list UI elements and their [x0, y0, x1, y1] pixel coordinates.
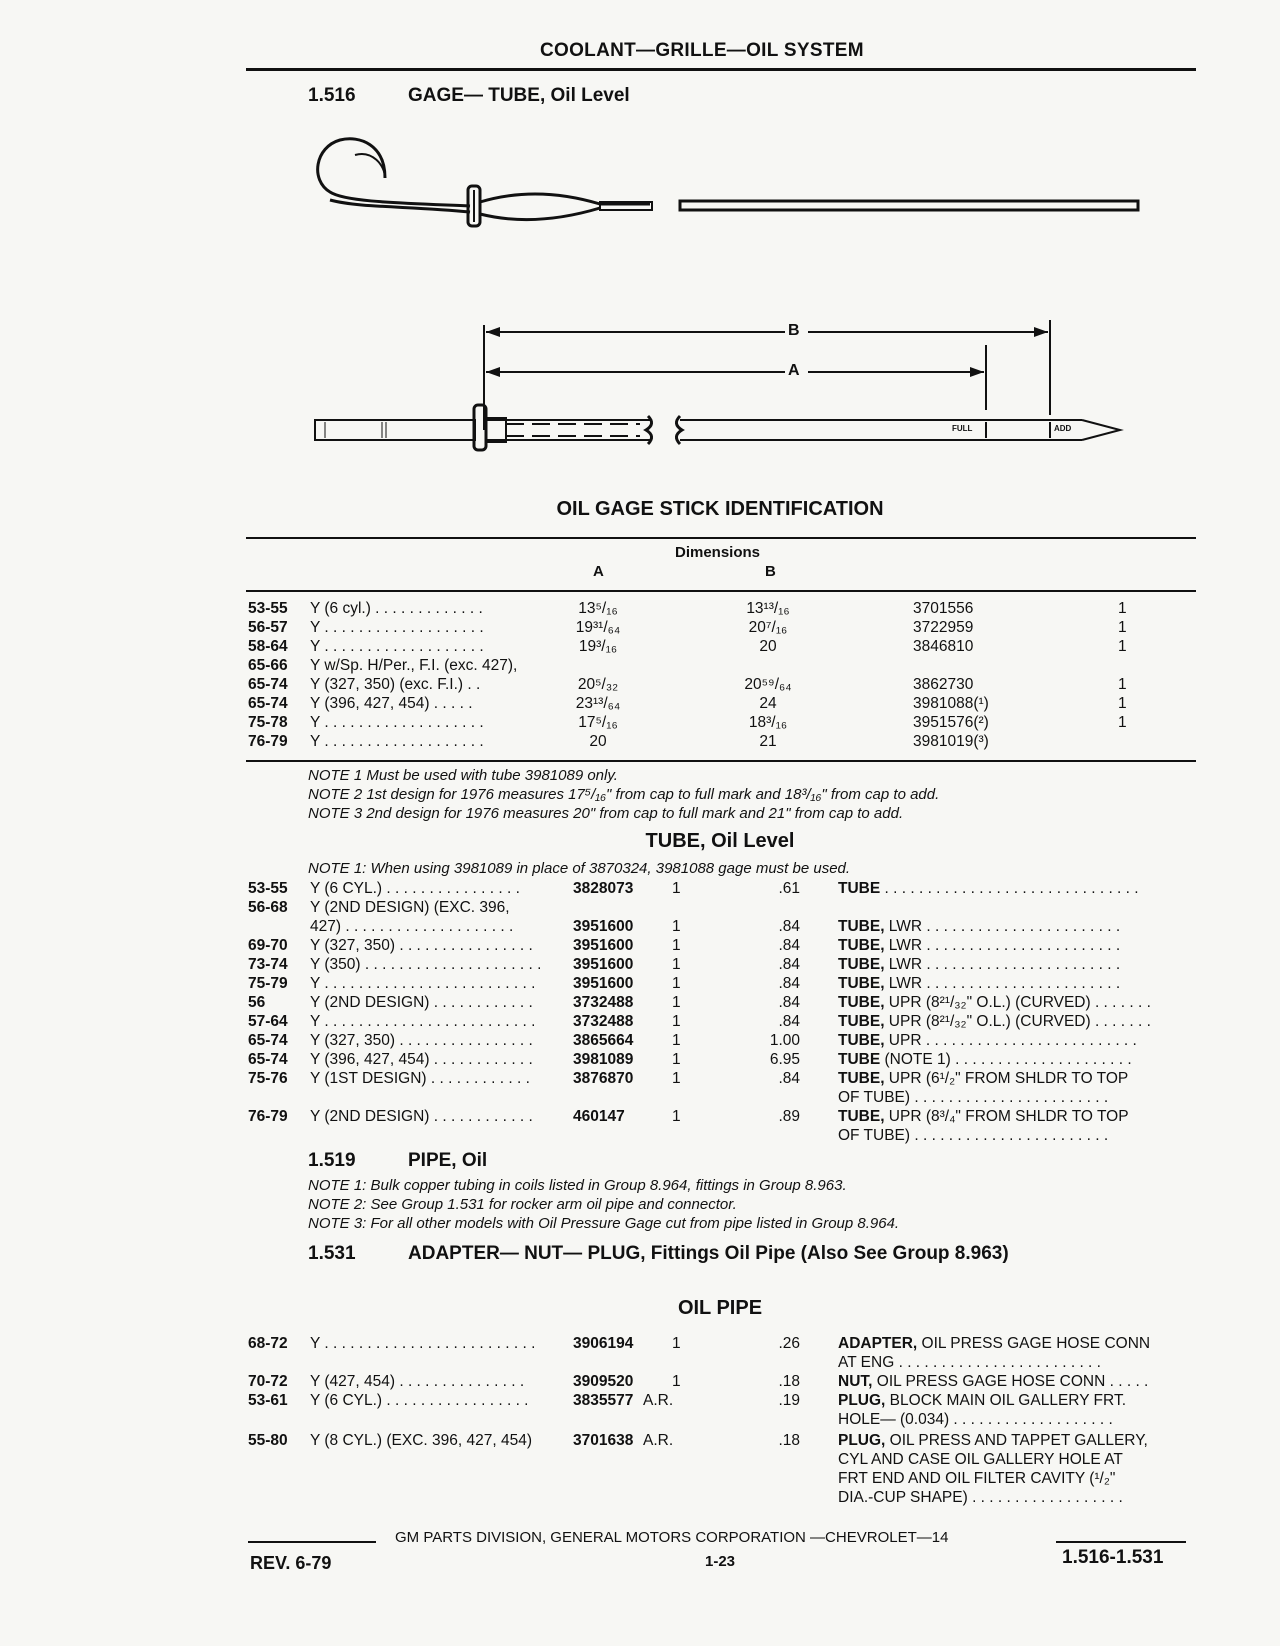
gage-table-title: OIL GAGE STICK IDENTIFICATION	[556, 498, 884, 520]
dimension-b-value: 18³/₁₆	[748, 714, 788, 731]
part-description	[838, 956, 1120, 974]
row-years: 75-76	[248, 1070, 288, 1087]
quantity: 1	[672, 1070, 681, 1087]
list-price: .84	[778, 937, 800, 954]
part-detail: OIL PRESS AND TAPPET GALLERY,	[885, 1432, 1148, 1449]
pipe-section-number: 1.519	[308, 1150, 356, 1171]
quantity: 1	[672, 956, 681, 973]
quantity: 1	[1118, 714, 1127, 731]
row-description: Y . . . . . . . . . . . . . . . . . . .	[310, 619, 484, 636]
part-name: TUBE	[838, 880, 881, 897]
quantity: A.R.	[643, 1392, 674, 1409]
adapter-section-number: 1.531	[308, 1243, 356, 1264]
list-price: .19	[778, 1392, 800, 1409]
quantity: 1	[672, 1373, 681, 1390]
dimension-a-value: 20	[589, 733, 607, 750]
part-name: PLUG,	[838, 1392, 886, 1409]
part-number: 3906194	[573, 1335, 634, 1352]
revision-label: REV. 6-79	[250, 1553, 332, 1573]
row-description: Y . . . . . . . . . . . . . . . . . . . . . . . . .	[310, 1335, 536, 1352]
part-detail: OIL PRESS GAGE HOSE CONN . . . . .	[872, 1373, 1149, 1390]
part-detail: . . . . . . . . . . . . . . . . . . . . . . . . . . . . . .	[880, 880, 1139, 897]
dimension-a-value: 23¹³/₆₄	[575, 695, 621, 712]
gage-table-header-rule	[246, 590, 1196, 592]
gage-table-bottom-rule	[246, 760, 1196, 762]
row-years: 68-72	[248, 1335, 288, 1352]
quantity: 1	[1118, 619, 1127, 636]
row-description: Y (6 CYL.) . . . . . . . . . . . . . . . . .	[310, 1392, 529, 1409]
part-number: 3846810	[913, 638, 974, 655]
row-description: Y (8 CYL.) (EXC. 396, 427, 454)	[310, 1432, 532, 1449]
part-number: 3701556	[913, 600, 974, 617]
add-mark-label: ADD	[1054, 424, 1072, 433]
pipe-note-1: NOTE 1: Bulk copper tubing in coils listed in Group 8.964, fittings in Group 8.963.	[308, 1177, 847, 1194]
row-description: Y (6 CYL.) . . . . . . . . . . . . . . . .	[310, 880, 520, 897]
part-detail: HOLE— (0.034) . . . . . . . . . . . . . . . . . . .	[838, 1411, 1113, 1428]
part-name: TUBE,	[838, 1108, 885, 1125]
part-description	[838, 1051, 1132, 1069]
col-b-header: B	[765, 563, 776, 580]
part-detail: CYL AND CASE OIL GALLERY HOLE AT	[838, 1451, 1123, 1468]
row-description: 427) . . . . . . . . . . . . . . . . . . . .	[310, 918, 514, 935]
row-description: Y . . . . . . . . . . . . . . . . . . .	[310, 638, 484, 655]
part-name: TUBE,	[838, 1013, 885, 1030]
part-detail: OIL PRESS GAGE HOSE CONN	[917, 1335, 1151, 1352]
part-number: 3862730	[913, 676, 974, 693]
row-description: Y . . . . . . . . . . . . . . . . . . . . . . . . .	[310, 1013, 536, 1030]
part-description	[838, 937, 1120, 955]
quantity: 1	[1118, 600, 1127, 617]
part-description	[838, 1013, 1151, 1031]
part-number: 3981088(¹)	[913, 695, 989, 712]
dimension-b-label: B	[788, 322, 800, 339]
gage-note-2: NOTE 2 1st design for 1976 measures 17⁵/₁₆" from cap to full mark and 18³/₁₆" from cap to add.	[308, 786, 940, 803]
part-number: 3951576(²)	[913, 714, 989, 731]
part-detail: BLOCK MAIN OIL GALLERY FRT.	[885, 1392, 1126, 1409]
tube-table-title: TUBE, Oil Level	[645, 830, 795, 852]
page-number: 1-23	[705, 1553, 736, 1570]
row-years: 53-55	[248, 880, 288, 897]
part-number: 3828073	[573, 880, 634, 897]
part-name: PLUG,	[838, 1432, 886, 1449]
part-name: TUBE,	[838, 956, 885, 973]
quantity: 1	[1118, 638, 1127, 655]
quantity: 1	[672, 975, 681, 992]
part-detail: UPR (8³/₄" FROM SHLDR TO TOP	[884, 1108, 1129, 1125]
pipe-note-2: NOTE 2: See Group 1.531 for rocker arm oil pipe and connector.	[308, 1196, 737, 1213]
row-description: Y (427, 454) . . . . . . . . . . . . . . .	[310, 1373, 525, 1390]
row-years: 75-78	[248, 714, 288, 731]
quantity: 1	[672, 880, 681, 897]
part-number: 3732488	[573, 1013, 634, 1030]
row-years: 73-74	[248, 956, 288, 973]
list-price: .84	[778, 1013, 800, 1030]
list-price: .84	[778, 956, 800, 973]
dimension-b-value: 13¹³/₁₆	[746, 600, 790, 617]
part-description	[838, 1470, 1115, 1488]
dimension-a-label: A	[788, 362, 800, 379]
part-name: ADAPTER,	[838, 1335, 918, 1352]
row-description: Y (6 cyl.) . . . . . . . . . . . . .	[310, 600, 483, 617]
row-years: 65-74	[248, 1051, 288, 1068]
part-number: 3981089	[573, 1051, 634, 1068]
page-header-title: COOLANT—GRILLE—OIL SYSTEM	[540, 40, 864, 61]
part-number: 3722959	[913, 619, 974, 636]
dimension-b-value: 20⁵⁹/₆₄	[744, 676, 792, 693]
part-name: TUBE,	[838, 918, 885, 935]
footer-rule-right	[1056, 1541, 1186, 1543]
part-detail: OF TUBE) . . . . . . . . . . . . . . . . . . . . . . .	[838, 1089, 1109, 1106]
part-detail: DIA.-CUP SHAPE) . . . . . . . . . . . . . . . . . .	[838, 1489, 1123, 1506]
row-description: Y (327, 350) . . . . . . . . . . . . . . . .	[310, 937, 533, 954]
part-description	[838, 1432, 1148, 1450]
quantity: 1	[672, 1108, 681, 1125]
gage-table-top-rule	[246, 537, 1196, 539]
part-description	[838, 994, 1151, 1012]
header-rule	[246, 68, 1196, 71]
row-description: Y (2ND DESIGN) . . . . . . . . . . . .	[310, 1108, 533, 1125]
part-detail: UPR (6¹/₂" FROM SHLDR TO TOP	[884, 1070, 1129, 1087]
row-description: Y (350) . . . . . . . . . . . . . . . . . . . . .	[310, 956, 542, 973]
part-description	[838, 1032, 1137, 1050]
footer-publisher: GM PARTS DIVISION, GENERAL MOTORS CORPORATION —CHEVROLET—14	[395, 1529, 949, 1546]
dipstick-diagram	[0, 120, 1280, 460]
part-name: TUBE,	[838, 975, 885, 992]
part-number: 3835577	[573, 1392, 634, 1409]
part-description	[838, 1451, 1123, 1469]
list-price: .84	[778, 975, 800, 992]
row-years: 65-66	[248, 657, 288, 674]
part-description	[838, 1354, 1101, 1372]
dimension-a-value: 20⁵/₃₂	[577, 676, 619, 693]
list-price: 1.00	[769, 1032, 800, 1049]
dimension-b-value: 24	[759, 695, 777, 712]
part-detail: FRT END AND OIL FILTER CAVITY (¹/₂"	[838, 1470, 1116, 1487]
part-number: 3951600	[573, 975, 634, 992]
pipe-section-title: PIPE, Oil	[408, 1150, 488, 1171]
quantity: 1	[672, 918, 681, 935]
list-price: .84	[778, 994, 800, 1011]
row-description: Y . . . . . . . . . . . . . . . . . . .	[310, 733, 484, 750]
quantity: 1	[1118, 695, 1127, 712]
list-price: .84	[778, 1070, 800, 1087]
row-description: Y (396, 427, 454) . . . . . . . . . . . .	[310, 1051, 533, 1068]
row-years: 76-79	[248, 733, 288, 750]
row-years: 53-61	[248, 1392, 288, 1409]
part-detail: AT ENG . . . . . . . . . . . . . . . . . . . . . . . .	[838, 1354, 1101, 1371]
dimension-a-value: 19³¹/₆₄	[575, 619, 621, 636]
dimension-a-value: 19³/₁₆	[578, 638, 618, 655]
row-years: 58-64	[248, 638, 288, 655]
part-name: TUBE,	[838, 937, 885, 954]
part-number: 3951600	[573, 918, 634, 935]
quantity: 1	[672, 994, 681, 1011]
footer-rule-left	[248, 1541, 376, 1543]
part-description	[838, 880, 1139, 898]
dimension-b-value: 20	[759, 638, 777, 655]
quantity: 1	[1118, 676, 1127, 693]
list-price: .89	[778, 1108, 800, 1125]
part-number: 3701638	[573, 1432, 634, 1449]
part-description	[838, 1392, 1126, 1410]
row-description: Y . . . . . . . . . . . . . . . . . . . . . . . . .	[310, 975, 536, 992]
section-title: GAGE— TUBE, Oil Level	[408, 85, 630, 106]
pipe-note-3: NOTE 3: For all other models with Oil Pressure Gage cut from pipe listed in Group 8.964.	[308, 1215, 900, 1232]
part-detail: LWR . . . . . . . . . . . . . . . . . . . . . . .	[884, 937, 1121, 954]
part-name: TUBE	[838, 1051, 881, 1068]
part-detail: UPR (8²¹/₃₂" O.L.) (CURVED) . . . . . . .	[884, 994, 1151, 1011]
row-years: 56-57	[248, 619, 288, 636]
row-years: 56-68	[248, 899, 288, 916]
tube-note: NOTE 1: When using 3981089 in place of 3870324, 3981088 gage must be used.	[308, 860, 851, 877]
part-detail: (NOTE 1) . . . . . . . . . . . . . . . . . . . . .	[880, 1051, 1132, 1068]
list-price: .84	[778, 918, 800, 935]
dimension-a-value: 17⁵/₁₆	[578, 714, 618, 731]
full-mark-label: FULL	[952, 424, 973, 433]
row-years: 65-74	[248, 1032, 288, 1049]
part-description	[838, 918, 1120, 936]
part-number: 460147	[573, 1108, 625, 1125]
quantity: 1	[672, 1032, 681, 1049]
part-description	[838, 1489, 1123, 1507]
part-number: 3909520	[573, 1373, 634, 1390]
part-detail: LWR . . . . . . . . . . . . . . . . . . . . . . .	[884, 975, 1121, 992]
list-price: .18	[778, 1432, 800, 1449]
row-years: 65-74	[248, 695, 288, 712]
part-name: TUBE,	[838, 1032, 885, 1049]
quantity: A.R.	[643, 1432, 674, 1449]
row-description: Y (1ST DESIGN) . . . . . . . . . . . .	[310, 1070, 530, 1087]
row-years: 76-79	[248, 1108, 288, 1125]
row-years: 57-64	[248, 1013, 288, 1030]
part-description	[838, 1411, 1113, 1429]
row-years: 65-74	[248, 676, 288, 693]
part-number: 3951600	[573, 956, 634, 973]
part-detail: OF TUBE) . . . . . . . . . . . . . . . . . . . . . . .	[838, 1127, 1109, 1144]
row-years: 69-70	[248, 937, 288, 954]
dimension-a-value: 13⁵/₁₆	[578, 600, 618, 617]
part-description	[838, 1335, 1150, 1353]
list-price: .26	[778, 1335, 800, 1352]
row-description: Y (327, 350) . . . . . . . . . . . . . . . .	[310, 1032, 533, 1049]
oil-pipe-subtitle: OIL PIPE	[677, 1297, 763, 1319]
dimension-b-value: 21	[759, 733, 777, 750]
part-description	[838, 975, 1120, 993]
part-detail: UPR (8²¹/₃₂" O.L.) (CURVED) . . . . . . .	[884, 1013, 1151, 1030]
row-years: 55-80	[248, 1432, 288, 1449]
row-description: Y (327, 350) (exc. F.I.) . .	[310, 676, 481, 693]
part-number: 3981019(³)	[913, 733, 989, 750]
row-description: Y w/Sp. H/Per., F.I. (exc. 427),	[310, 657, 518, 674]
row-description: Y (396, 427, 454) . . . . .	[310, 695, 473, 712]
row-description: Y . . . . . . . . . . . . . . . . . . .	[310, 714, 484, 731]
list-price: .18	[778, 1373, 800, 1390]
part-name: NUT,	[838, 1373, 873, 1390]
list-price: 6.95	[769, 1051, 800, 1068]
part-name: TUBE,	[838, 1070, 885, 1087]
list-price: .61	[778, 880, 800, 897]
quantity: 1	[672, 1051, 681, 1068]
row-years: 75-79	[248, 975, 288, 992]
dimensions-header: Dimensions	[675, 544, 761, 561]
gage-note-1: NOTE 1 Must be used with tube 3981089 only.	[308, 767, 618, 784]
part-description	[838, 1070, 1128, 1088]
part-number: 3732488	[573, 994, 634, 1011]
part-description	[838, 1089, 1108, 1107]
part-description	[838, 1108, 1129, 1126]
row-years: 53-55	[248, 600, 288, 617]
row-description: Y (2ND DESIGN) (EXC. 396,	[310, 899, 510, 916]
quantity: 1	[672, 1013, 681, 1030]
row-description: Y (2ND DESIGN) . . . . . . . . . . . .	[310, 994, 533, 1011]
part-description	[838, 1127, 1108, 1145]
col-a-header: A	[593, 563, 604, 580]
adapter-section-title: ADAPTER— NUT— PLUG, Fittings Oil Pipe (Also See Group 8.963)	[408, 1243, 1009, 1264]
part-detail: LWR . . . . . . . . . . . . . . . . . . . . . . .	[884, 956, 1121, 973]
part-number: 3865664	[573, 1032, 634, 1049]
part-detail: LWR . . . . . . . . . . . . . . . . . . . . . . .	[884, 918, 1121, 935]
part-detail: UPR . . . . . . . . . . . . . . . . . . . . . . . . .	[884, 1032, 1137, 1049]
part-name: TUBE,	[838, 994, 885, 1011]
gage-note-3: NOTE 3 2nd design for 1976 measures 20" from cap to full mark and 21" from cap to add.	[308, 805, 904, 822]
row-years: 56	[248, 994, 266, 1011]
quantity: 1	[672, 937, 681, 954]
part-description	[838, 1373, 1148, 1391]
dimension-b-value: 20⁷/₁₆	[748, 619, 788, 636]
row-years: 70-72	[248, 1373, 288, 1390]
section-number: 1.516	[308, 85, 356, 106]
group-range: 1.516-1.531	[1062, 1547, 1164, 1568]
part-number: 3951600	[573, 937, 634, 954]
quantity: 1	[672, 1335, 681, 1352]
part-number: 3876870	[573, 1070, 634, 1087]
